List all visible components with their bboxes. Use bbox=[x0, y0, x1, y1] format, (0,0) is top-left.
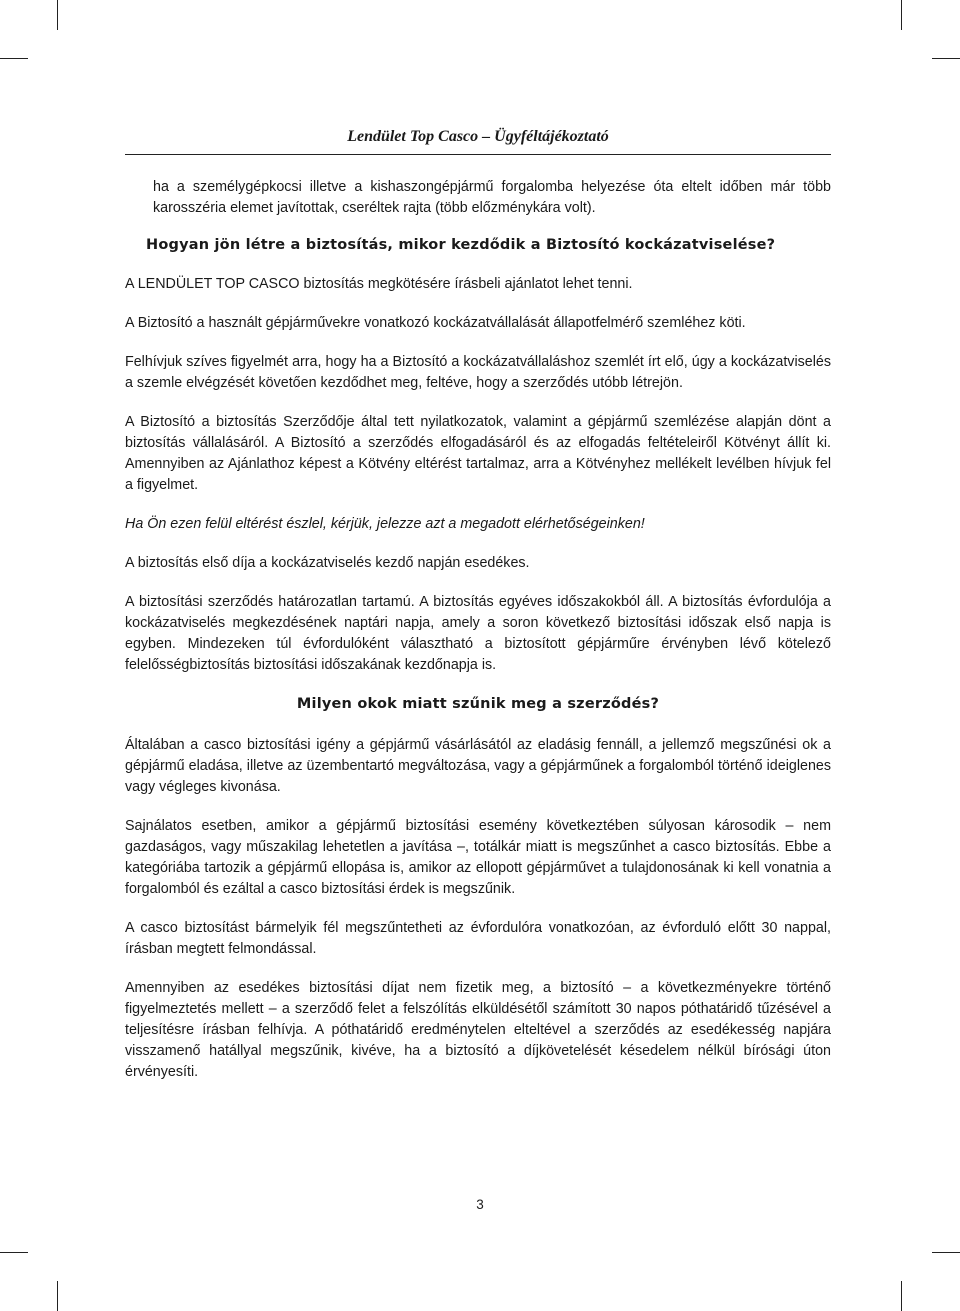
paragraph: Sajnálatos esetben, amikor a gépjármű biztosítási esemény következtében súlyosan károsodik – nem gazdaságos, vagy műszakilag lehetetlen a javítása –, totálkár miatt is megszűnhet a casco biztosítás. Ebbe a kategóriába tartozik a gépjármű ellopása is, amikor az ellopott gépjárművet a tulajdonosának ki kell vonatnia a forgalomból és ezáltal a casco biztosítási érdek is megszűnik. bbox=[125, 818, 831, 897]
paragraph: A casco biztosítást bármelyik fél megszűntetheti az évfordulóra vonatkozóan, az évforduló előtt 30 nappal, írásban megtett felmondással. bbox=[125, 920, 831, 957]
running-header: Lendület Top Casco – Ügyféltájékoztató bbox=[347, 128, 609, 145]
paragraph: A biztosítás első díja a kockázatviselés kezdő napján esedékes. bbox=[125, 555, 530, 571]
paragraph: Felhívjuk szíves figyelmét arra, hogy ha a Biztosító a kockázatvállaláshoz szemlét írt elő, úgy a kockázatviselés a szemle elvégzését követően kezdődhet meg, feltéve, hogy a szerződés utóbb létrejön. bbox=[125, 354, 831, 391]
page-number: 3 bbox=[476, 1197, 484, 1212]
paragraph: Amennyiben az esedékes biztosítási díjat nem fizetik meg, a biztosító – a következményekre történő figyelmeztetés mellett – a szerződő felet a felszólítás elküldésétől számított 30 napos póthatáridő tűzésével a teljesítésre írásban felhívja. A póthatáridő eredménytelen elteltével a szerződés az esedékesség napjára visszamenő hatállyal megszűnik, kivéve, ha a biztosító a díjkövetelését késedelem nélkül bírósági úton érvényesíti. bbox=[125, 980, 831, 1080]
section-heading: Milyen okok miatt szűnik meg a szerződés? bbox=[296, 696, 660, 712]
italic-note: Ha Ön ezen felül eltérést észlel, kérjük, jelezze azt a megadott elérhetőségeinken! bbox=[125, 516, 645, 532]
crop-mark-top-right bbox=[901, 0, 902, 30]
paragraph: ha a személygépkocsi illetve a kishaszongépjármű forgalomba helyezése óta eltelt időben már több karosszéria elemet javítottak, cseréltek rajta (több előzménykára volt). bbox=[153, 179, 831, 216]
crop-mark-bottom-left bbox=[57, 1281, 58, 1311]
crop-mark-left-bottom bbox=[0, 1252, 28, 1253]
paragraph: A biztosítási szerződés határozatlan tartamú. A biztosítás egyéves időszakokból áll. A biztosítás évfordulója a kockázatviselés megkezdésének naptári napja, amely a soron következő biztosítási időszak első napja is egyben. Mindezeken túl évfordulóként választható a biztosított gépjárműre érvényben lévő kötelező felelősségbiztosítás biztosítási időszakának kezdőnapja is. bbox=[125, 594, 831, 673]
crop-mark-top-left bbox=[57, 0, 58, 30]
section-heading: Hogyan jön létre a biztosítás, mikor kezdődik a Biztosító kockázatviselése? bbox=[146, 237, 776, 253]
header-rule bbox=[125, 154, 831, 155]
crop-mark-right-bottom bbox=[932, 1252, 960, 1253]
paragraph: Általában a casco biztosítási igény a gépjármű vásárlásától az eladásig fennáll, a jellemző megszűnési ok a gépjármű eladása, illetve az üzembentartó megváltozása, vagy a gépjárműnek a forgalomból történő ideiglenes vagy végleges kivonása. bbox=[125, 737, 831, 795]
crop-mark-bottom-right bbox=[901, 1281, 902, 1311]
paragraph: A Biztosító a használt gépjárművekre vonatkozó kockázatvállalását állapotfelmérő szemléhez köti. bbox=[125, 315, 746, 331]
crop-mark-right-top bbox=[932, 58, 960, 59]
crop-mark-left-top bbox=[0, 58, 28, 59]
paragraph: A LENDÜLET TOP CASCO biztosítás megkötésére írásbeli ajánlatot lehet tenni. bbox=[125, 276, 633, 292]
paragraph: A Biztosító a biztosítás Szerződője által tett nyilatkozatok, valamint a gépjármű szemlézése alapján dönt a biztosítás vállalásáról. A Biztosító a szerződés elfogadásáról és az elfogadás feltételeiről Kötvényt állít ki. Amennyiben az Ajánlathoz képest a Kötvény eltérést tartalmaz, arra a Kötvényhez mellékelt levélben hívjuk fel a figyelmet. bbox=[125, 414, 831, 493]
document-body bbox=[125, 177, 831, 1101]
